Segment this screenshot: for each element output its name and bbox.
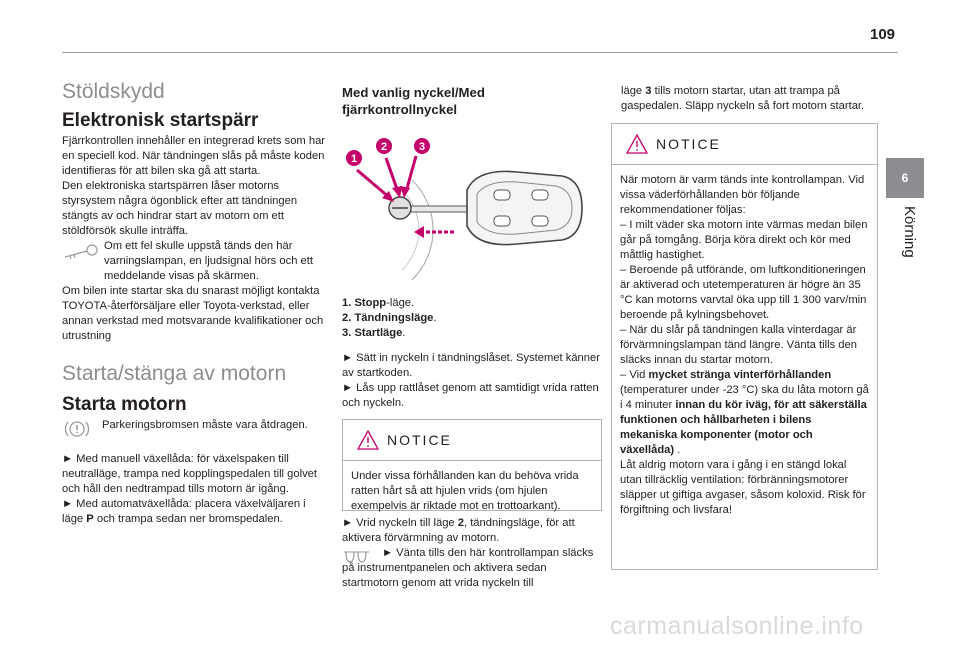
notice-label: NOTICE bbox=[387, 432, 452, 448]
paragraph: ► Lås upp rattlåset genom att samtidigt vrida ratten och nyckeln. bbox=[342, 382, 599, 409]
list-item: 2. Tändningsläge. bbox=[342, 312, 437, 324]
ignition-key-figure bbox=[342, 128, 600, 290]
column-2-body bbox=[342, 296, 600, 411]
paragraph: ► Med manuell växellåda: för växelspaken till neutralläge, trampa ned kopplingspedalen till golvet och håll den nedtrampad tills motorn är igång. bbox=[62, 453, 317, 495]
position-list bbox=[342, 296, 600, 341]
paragraph: Om bilen inte startar ska du snarast möjligt kontakta TOYOTA-återförsäljare eller Toyota-verkstad, eller annan verkstad med motsvarande kvalifikationer och utrustning bbox=[62, 285, 324, 342]
notice-box-steering bbox=[342, 419, 602, 511]
parking-brake-icon bbox=[62, 418, 92, 440]
paragraph: ► Vänta tills den här kontrollampan släcks på instrumentpanelen och aktivera sedan startmotorn genom att vrida nyckeln till bbox=[342, 547, 594, 589]
chapter-tab[interactable]: 6 bbox=[886, 158, 924, 198]
paragraph: Den elektroniska startspärren låser motorns styrsystem några ögonblick efter att tändningen stängts av och hindrar start av motorn om ett stöldförsök skulle inträffa. bbox=[62, 180, 298, 237]
notice-header bbox=[343, 420, 601, 461]
key-warning-icon bbox=[62, 241, 100, 263]
subsection-title-startsparr: Elektronisk startspärr bbox=[62, 110, 259, 131]
paragraph: ► Sätt in nyckeln i tändningslåset. Systemet känner av startkoden. bbox=[342, 352, 600, 379]
chapter-side-title bbox=[886, 206, 924, 296]
figure-label-1: 1 bbox=[350, 153, 358, 165]
paragraph: När motorn är varm tänds inte kontrollampan. Vid vissa väderförhållanden bör följande rekommendationer följas: bbox=[620, 174, 865, 216]
paragraph: Låt aldrig motorn vara i gång i en stängd lokal utan tillräcklig ventilation: förbränningsmotorer släpper ut giftiga avgaser, såsom koloxid. Risk för förgiftning och livsfara! bbox=[620, 459, 866, 516]
paragraph: läge 3 tills motorn startar, utan att trampa på gaspedalen. Släpp nyckeln så fort motorn startar. bbox=[621, 85, 865, 112]
subsection-title-starta-motorn: Starta motorn bbox=[62, 394, 187, 415]
preheat-coil-icon bbox=[342, 549, 372, 565]
list-item: 3. Startläge. bbox=[342, 327, 406, 339]
header-rule bbox=[62, 52, 898, 53]
paragraph: ► Vrid nyckeln till läge 2, tändningsläge, för att aktivera förvärmning av motorn. bbox=[342, 517, 575, 544]
column-2 bbox=[342, 84, 600, 118]
notice-content bbox=[612, 165, 877, 526]
chapter-title: Körning bbox=[901, 206, 918, 258]
column-3 bbox=[621, 84, 879, 114]
paragraph: – Beroende på utförande, om luftkonditioneringen är aktiverad och utetemperaturen är högre än 35 °C kan motorns varvtal öka upp till 1 300 varv/min beroende på kylningsbehovet. bbox=[620, 264, 867, 321]
notice-box-engine bbox=[611, 123, 878, 570]
list-item: 1. Stopp-läge. bbox=[342, 297, 415, 309]
watermark-text: carmanualsonline.info bbox=[610, 612, 864, 640]
column-2-tail bbox=[342, 516, 600, 591]
paragraph: – I milt väder ska motorn inte värmas medan bilen går på tomgång. Börja köra direkt och kör med måttlig hastighet. bbox=[620, 219, 868, 261]
paragraph: – Vid mycket stränga vinterförhållanden (temperaturer under -23 °C) ska du låta motorn gå i 4 minuter innan du kör iväg, för att säkerställa funktionen och hållbarheten i bilens mekaniska komponenter (motor och växellåda) . bbox=[620, 369, 869, 456]
figure-label-2: 2 bbox=[380, 141, 388, 153]
notice-label: NOTICE bbox=[656, 136, 721, 152]
paragraph: Om ett fel skulle uppstå tänds den här varningslampan, en ljudsignal hörs och ett meddelande visas på skärmen. bbox=[104, 240, 313, 282]
key-type-heading: Med vanlig nyckel/Med fjärrkontrollnyckel bbox=[342, 85, 485, 117]
section-title-starta-stanga: Starta/stänga av motorn bbox=[62, 362, 287, 385]
column-1 bbox=[62, 80, 327, 527]
paragraph: – När du slår på tändningen kalla vinterdagar är förvärmningslampan tänd längre. Vänta tills den släcks innan du startar motorn. bbox=[620, 324, 857, 366]
figure-label-3: 3 bbox=[418, 141, 426, 153]
notice-text: Under vissa förhållanden kan du behöva vrida ratten hårt så att hjulen vrids (om hjulen exempelvis är riktade mot en trottoarkant). bbox=[351, 470, 579, 512]
warning-lamp-row bbox=[62, 239, 327, 284]
preheat-lamp-row bbox=[342, 546, 600, 591]
paragraph: Fjärrkontrollen innehåller en integrerad krets som har en speciell kod. När tändningen slås på måste koden identifieras för att bilen ska gå att starta. bbox=[62, 135, 326, 177]
parking-brake-row bbox=[62, 418, 327, 444]
paragraph: Parkeringsbromsen måste vara åtdragen. bbox=[102, 419, 308, 431]
paragraph: ► Med automatväxellåda: placera växelväljaren i läge P och trampa sedan ner bromspedalen. bbox=[62, 498, 306, 525]
warning-triangle-icon bbox=[357, 430, 379, 450]
warning-triangle-icon bbox=[626, 134, 648, 154]
page-number: 109 bbox=[870, 26, 896, 43]
section-title-stoldskydd: Stöldskydd bbox=[62, 80, 165, 103]
notice-header bbox=[612, 124, 877, 165]
